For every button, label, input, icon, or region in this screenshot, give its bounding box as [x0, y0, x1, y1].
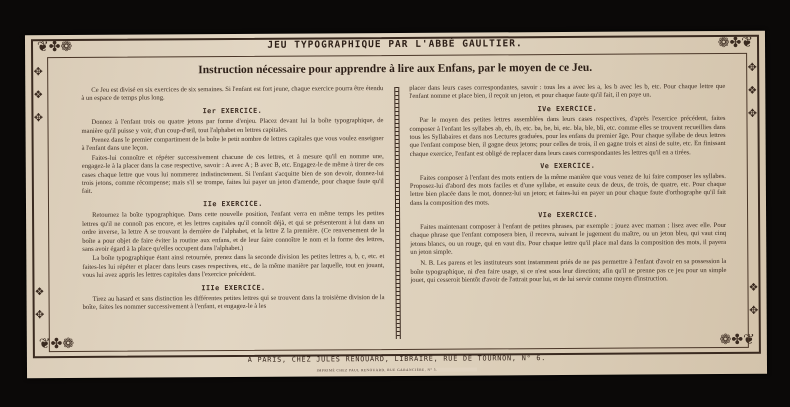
- corner-ornament-icon: ❁✤❦: [717, 35, 754, 52]
- document-subtitle: Instruction nécessaire pour apprendre à lire aux Enfans, par le moyen de ce Jeu.: [198, 61, 593, 77]
- paragraph: Prenez dans le premier compartiment de la boîte le petit nombre de lettres capitales que vous voulez enseigner à l'enfant dans une leçon.: [81, 135, 384, 153]
- paragraph: Donnez à l'enfant trois ou quatre jetons par forme d'enjeu. Placez devant lui la boîte typographique, de manière qu'il puisse y voir, d'un coup-d'œil, tout l'alphabet en lettres capitales.: [81, 117, 384, 135]
- paragraph: Retournez la boîte typographique. Dans cette nouvelle position, l'enfant verra en même temps les petites lettres qu'il ne connoît pas encore, et les lettres capitales qu'il connoît déjà, et qui se présenteront à lui dans un ordre inverse, la lettre A se trouvant la dernière de l'alphabet, et la lettre Z la première. (Ce renversement de la boîte a pour objet de faire éviter la routine aux enfans, et de leur faire connoître le nom et la forme des lettres, sans avoir égard à la place qu'elles occupent dans l'alphabet.): [82, 210, 385, 253]
- paragraph: Tirez au hasard et sans distinction les différentes petites lettres qui se trouvent dans la troisième division de la boîte, faites les nommer successivement à l'enfant, et engagez-le à les: [82, 294, 385, 312]
- paragraph: Faites composer à l'enfant des mots entiers de la même manière que vous venez de lui faire composer les syllabes. Proposez-lui d'abord des mots faciles et d'une syllabe, et ensuite ceux de deux, de trois, de quatre, etc. Pour chaque lettre bien placée dans le mot, donnez-lui un jeton; et faites-lui en payer un pour chaque faute d'orthographe qu'il fait dans la composition des mots.: [409, 172, 726, 207]
- paragraph: Faites maintenant composer à l'enfant de petites phrases, par exemple : jouez avec maman : lisez avec elle. Pour chaque phrase que l'enfant composera bien, il recevra, suivant le jugement du maître, ou un jeton bleu, qui vaut cinq jetons blancs, ou un rouge, qui en vaut dix. Pour chaque lettre qu'il place mal dans la composition des mots, il payera un jeton simple.: [410, 221, 727, 256]
- nota-bene-paragraph: N. B. Les parens et les instituteurs sont instamment priés de ne pas permettre à l'enfant d'avoir en sa possession la boîte typographique, ni d'en faire usage, si ce n'est sous leur direction; afin qu'il ne prenne pas ce jeu pour un simple jouet, qui cesseroit bientôt d'avoir de l'attrait pour lui, et de lui servir comme moyen d'instruction.: [410, 258, 727, 285]
- paragraph: Faites-lui connoître et répéter successivement chacune de ces lettres, et à mesure qu'il en nomme une, engagez-le à la placer dans la case respective, savoir : A avec A ; B avec B, etc. Engagez-le de même à tirer de ces cases chaque lettre que vous lui nommerez indistinctement. Si l'enfant s'acquitte bien de son devoir, donnez-lui trois jetons, comme récompense; mais s'il se trompe, faites lui payer un jeton d'amende, pour chaque faute qu'il fait.: [81, 152, 384, 196]
- exercise-heading: Ve EXERCICE.: [540, 162, 596, 171]
- paragraph: placer dans leurs cases correspondantes, savoir : tous les a avec les a, les b avec les b, etc. Pour chaque lettre que l'enfant nomme et place bien, il reçoit un jeton, et pour chaque faute qu'il fait, il en paye un.: [409, 82, 726, 101]
- side-ornament-icon: ❖ ✥: [748, 281, 759, 317]
- side-ornament-icon: ✥ ❖ ✥: [33, 66, 44, 125]
- paragraph: Par le moyen des petites lettres assemblées dans leurs cases respectives, d'après l'exercice précédent, faites composer à l'enfant les syllabes ab, eb, ib, etc. ba, be, bi, etc. bla, ble, bli, etc. comme elles se trouvent recueillies dans tous les Syllabaires et dans nos Lectures graduées, pour les enfans du premier âge. Pour chaque syllabe de deux lettres que l'enfant compose bien, il gagne deux jetons; pour celles de trois, il en gagne trois et ainsi de suite, etc. En finissant chaque exercice, l'enfant est obligé de replacer dans leurs cases correspondantes les lettres qu'il en a tirées.: [409, 115, 726, 158]
- exercise-heading: IIIe EXERCICE.: [201, 283, 266, 292]
- corner-ornament-icon: ❦✤❁: [36, 39, 73, 56]
- printer-imprint: IMPRIMÉ CHEZ PAUL RENOUARD, RUE GARANCIÈRE, N° 5.: [277, 368, 477, 373]
- right-column: [409, 83, 726, 286]
- document-title: JEU TYPOGRAPHIQUE PAR L'ABBÉ GAULTIER.: [267, 38, 523, 51]
- printed-sheet: [25, 31, 767, 379]
- left-column: [81, 85, 384, 314]
- exercise-heading: VIe EXERCICE.: [538, 211, 598, 220]
- paragraph: La boîte typographique étant ainsi retournée, prenez dans la seconde division les petites lettres a, b, c, etc. et faites-les lui répéter et placer dans leurs cases respectives, etc., de la même manière par laquelle, tout en jouant, vous lui avez appris les lettres capitales dans l'exercice précédent.: [82, 253, 385, 280]
- exercise-heading: Ier EXERCICE.: [202, 106, 263, 115]
- corner-ornament-icon: ❦✤❁: [38, 336, 75, 353]
- side-ornament-icon: ✥ ❖ ✥: [747, 61, 758, 120]
- side-ornament-icon: ❖ ✥: [34, 286, 45, 322]
- exercise-heading: IIe EXERCICE.: [203, 199, 263, 209]
- intro-paragraph: Ce Jeu est divisé en six exercices de six semaines. Si l'enfant est fort jeune, chaque exercice pourra être étendu à un espace de temps plus long.: [81, 85, 384, 103]
- exercise-heading: IVe EXERCICE.: [537, 104, 598, 113]
- corner-ornament-icon: ❁✤❦: [719, 332, 755, 349]
- publisher-footer: A PARIS, CHEZ JULES RENOUARD, LIBRAIRE, RUE DE TOURNON, N° 6.: [247, 354, 547, 364]
